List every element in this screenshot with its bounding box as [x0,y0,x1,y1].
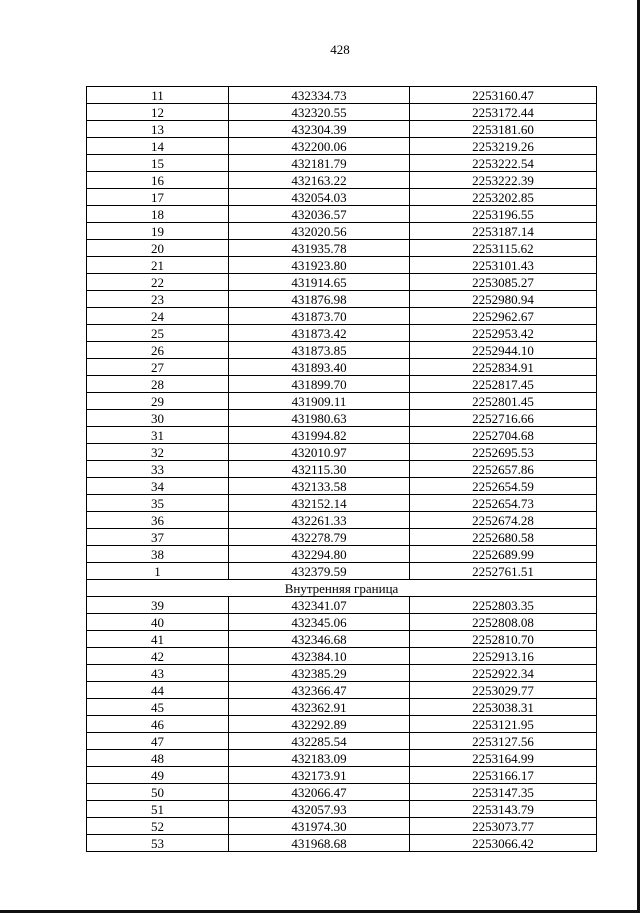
point-number: 27 [87,359,229,376]
point-number: 45 [87,699,229,716]
table-row [87,155,597,172]
table-row [87,648,597,665]
x-coordinate: 431899.70 [229,376,410,393]
point-number: 31 [87,427,229,444]
y-coordinate: 2253073.77 [410,818,597,835]
y-coordinate: 2252654.73 [410,495,597,512]
x-coordinate: 431923.80 [229,257,410,274]
table-row [87,597,597,614]
point-number: 43 [87,665,229,682]
y-coordinate: 2252944.10 [410,342,597,359]
table-row [87,342,597,359]
coordinates-table [86,86,597,852]
point-number: 29 [87,393,229,410]
point-number: 26 [87,342,229,359]
x-coordinate: 431994.82 [229,427,410,444]
y-coordinate: 2253085.27 [410,274,597,291]
x-coordinate: 432278.79 [229,529,410,546]
point-number: 1 [87,563,229,580]
table-row [87,767,597,784]
x-coordinate: 432334.73 [229,87,410,104]
table-row [87,682,597,699]
page-number: 428 [330,42,350,57]
point-number: 51 [87,801,229,818]
x-coordinate: 432341.07 [229,597,410,614]
y-coordinate: 2253164.99 [410,750,597,767]
table-row [87,393,597,410]
y-coordinate: 2252834.91 [410,359,597,376]
x-coordinate: 432010.97 [229,444,410,461]
y-coordinate: 2252680.58 [410,529,597,546]
point-number: 49 [87,767,229,784]
table-row [87,733,597,750]
point-number: 18 [87,206,229,223]
y-coordinate: 2252695.53 [410,444,597,461]
table-row [87,172,597,189]
x-coordinate: 431968.68 [229,835,410,852]
table-row [87,308,597,325]
y-coordinate: 2252704.68 [410,427,597,444]
x-coordinate: 431873.42 [229,325,410,342]
point-number: 52 [87,818,229,835]
point-number: 39 [87,597,229,614]
y-coordinate: 2253121.95 [410,716,597,733]
point-number: 33 [87,461,229,478]
table-row [87,665,597,682]
point-number: 41 [87,631,229,648]
y-coordinate: 2252913.16 [410,648,597,665]
table-row [87,410,597,427]
x-coordinate: 432183.09 [229,750,410,767]
table-row [87,427,597,444]
y-coordinate: 2252810.70 [410,631,597,648]
y-coordinate: 2253219.26 [410,138,597,155]
y-coordinate: 2252761.51 [410,563,597,580]
y-coordinate: 2253038.31 [410,699,597,716]
point-number: 46 [87,716,229,733]
y-coordinate: 2253172.44 [410,104,597,121]
x-coordinate: 431980.63 [229,410,410,427]
outer-boundary-rows [87,87,597,580]
table-row [87,291,597,308]
y-coordinate: 2253181.60 [410,121,597,138]
x-coordinate: 432294.80 [229,546,410,563]
point-number: 42 [87,648,229,665]
x-coordinate: 431873.85 [229,342,410,359]
x-coordinate: 432036.57 [229,206,410,223]
table-row [87,818,597,835]
x-coordinate: 432366.47 [229,682,410,699]
point-number: 35 [87,495,229,512]
point-number: 15 [87,155,229,172]
x-coordinate: 432054.03 [229,189,410,206]
point-number: 28 [87,376,229,393]
table-row [87,87,597,104]
table-row [87,614,597,631]
table-row [87,189,597,206]
point-number: 22 [87,274,229,291]
y-coordinate: 2253187.14 [410,223,597,240]
x-coordinate: 432362.91 [229,699,410,716]
y-coordinate: 2252803.35 [410,597,597,614]
point-number: 12 [87,104,229,121]
point-number: 37 [87,529,229,546]
table-row [87,801,597,818]
x-coordinate: 432200.06 [229,138,410,155]
x-coordinate: 431935.78 [229,240,410,257]
table-row [87,104,597,121]
table-row [87,223,597,240]
table-row [87,461,597,478]
y-coordinate: 2253066.42 [410,835,597,852]
table-row [87,274,597,291]
table-row [87,699,597,716]
point-number: 44 [87,682,229,699]
x-coordinate: 432020.56 [229,223,410,240]
y-coordinate: 2252953.42 [410,325,597,342]
table-row [87,325,597,342]
x-coordinate: 432292.89 [229,716,410,733]
y-coordinate: 2252922.34 [410,665,597,682]
point-number: 32 [87,444,229,461]
table-row [87,716,597,733]
x-coordinate: 432346.68 [229,631,410,648]
y-coordinate: 2253222.39 [410,172,597,189]
table-row [87,478,597,495]
table-row [87,631,597,648]
table-row [87,563,597,580]
point-number: 13 [87,121,229,138]
x-coordinate: 431893.40 [229,359,410,376]
y-coordinate: 2252801.45 [410,393,597,410]
section-heading-group [87,580,597,597]
x-coordinate: 432384.10 [229,648,410,665]
y-coordinate: 2252962.67 [410,308,597,325]
table-row [87,138,597,155]
x-coordinate: 432133.58 [229,478,410,495]
y-coordinate: 2253143.79 [410,801,597,818]
x-coordinate: 432181.79 [229,155,410,172]
point-number: 47 [87,733,229,750]
y-coordinate: 2253166.17 [410,767,597,784]
x-coordinate: 432163.22 [229,172,410,189]
table-row [87,376,597,393]
point-number: 20 [87,240,229,257]
table-row [87,206,597,223]
point-number: 23 [87,291,229,308]
x-coordinate: 432057.93 [229,801,410,818]
y-coordinate: 2253101.43 [410,257,597,274]
y-coordinate: 2253160.47 [410,87,597,104]
x-coordinate: 431876.98 [229,291,410,308]
y-coordinate: 2252674.28 [410,512,597,529]
y-coordinate: 2252654.59 [410,478,597,495]
table-row [87,546,597,563]
x-coordinate: 431974.30 [229,818,410,835]
table-row [87,257,597,274]
y-coordinate: 2252808.08 [410,614,597,631]
table-row [87,835,597,852]
y-coordinate: 2253222.54 [410,155,597,172]
x-coordinate: 432173.91 [229,767,410,784]
y-coordinate: 2253029.77 [410,682,597,699]
point-number: 25 [87,325,229,342]
point-number: 16 [87,172,229,189]
x-coordinate: 432379.59 [229,563,410,580]
point-number: 53 [87,835,229,852]
x-coordinate: 432320.55 [229,104,410,121]
point-number: 17 [87,189,229,206]
y-coordinate: 2252716.66 [410,410,597,427]
table-row [87,495,597,512]
table-row [87,240,597,257]
y-coordinate: 2253147.35 [410,784,597,801]
point-number: 34 [87,478,229,495]
table-row [87,121,597,138]
point-number: 50 [87,784,229,801]
table-row [87,750,597,767]
point-number: 36 [87,512,229,529]
section-title: Внутренняя граница [87,580,597,597]
section-heading-row [87,580,597,597]
y-coordinate: 2252657.86 [410,461,597,478]
point-number: 14 [87,138,229,155]
y-coordinate: 2253115.62 [410,240,597,257]
x-coordinate: 431914.65 [229,274,410,291]
table-row [87,784,597,801]
x-coordinate: 432066.47 [229,784,410,801]
point-number: 24 [87,308,229,325]
point-number: 30 [87,410,229,427]
x-coordinate: 432115.30 [229,461,410,478]
y-coordinate: 2252689.99 [410,546,597,563]
point-number: 48 [87,750,229,767]
point-number: 40 [87,614,229,631]
point-number: 21 [87,257,229,274]
table-row [87,444,597,461]
y-coordinate: 2253202.85 [410,189,597,206]
x-coordinate: 432385.29 [229,665,410,682]
table-row [87,512,597,529]
inner-boundary-rows [87,597,597,852]
y-coordinate: 2252817.45 [410,376,597,393]
x-coordinate: 431873.70 [229,308,410,325]
point-number: 19 [87,223,229,240]
point-number: 11 [87,87,229,104]
x-coordinate: 431909.11 [229,393,410,410]
x-coordinate: 432152.14 [229,495,410,512]
x-coordinate: 432345.06 [229,614,410,631]
table-row [87,359,597,376]
y-coordinate: 2253127.56 [410,733,597,750]
point-number: 38 [87,546,229,563]
x-coordinate: 432261.33 [229,512,410,529]
x-coordinate: 432285.54 [229,733,410,750]
x-coordinate: 432304.39 [229,121,410,138]
table-row [87,529,597,546]
y-coordinate: 2252980.94 [410,291,597,308]
y-coordinate: 2253196.55 [410,206,597,223]
